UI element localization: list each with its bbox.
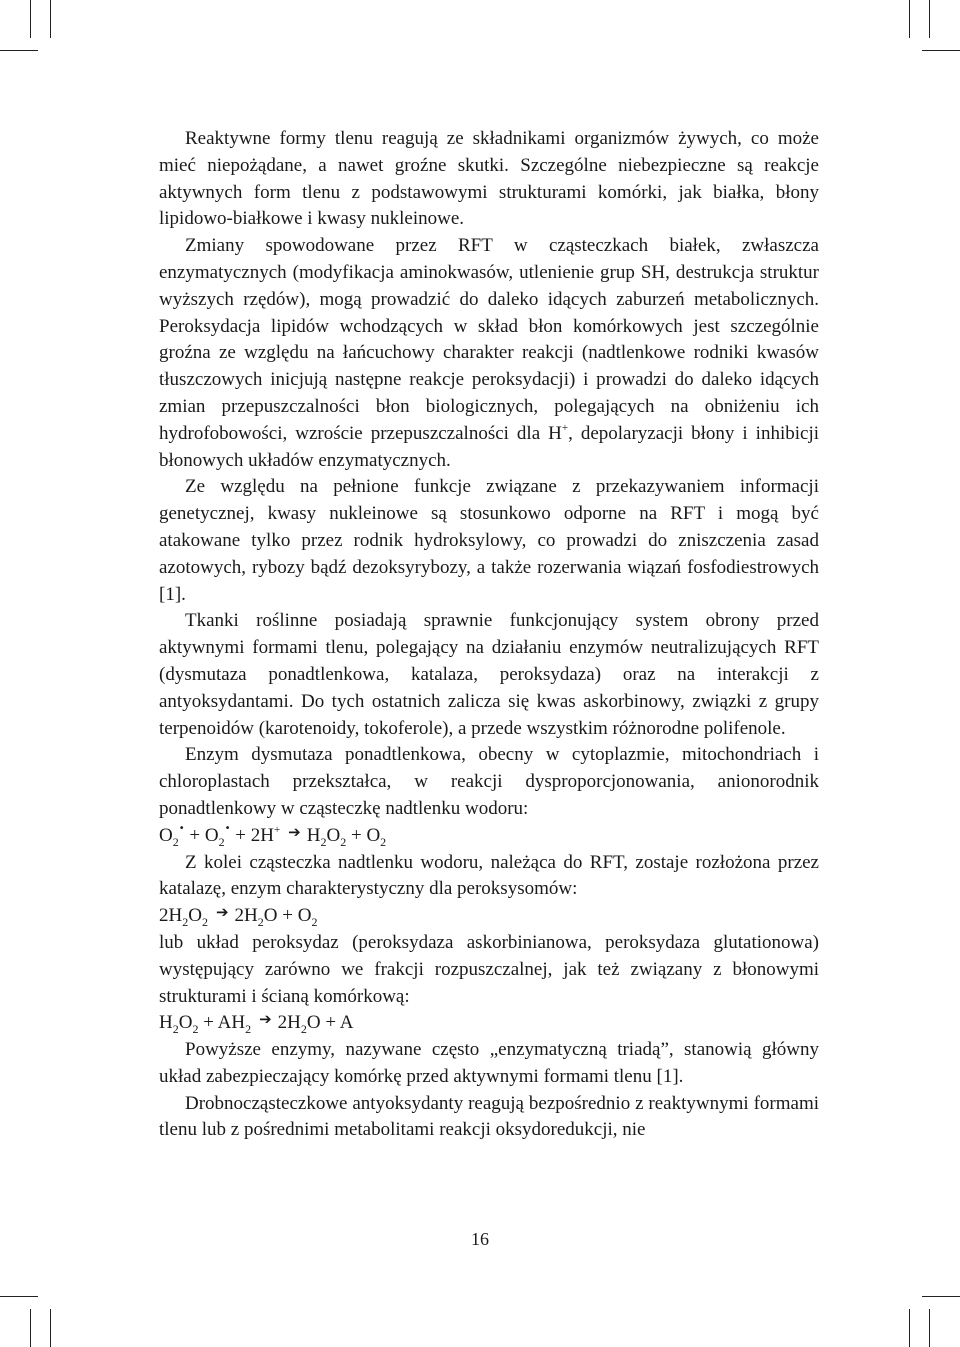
radical-dot: • (224, 822, 231, 834)
crop-mark-bottom-right-vertical (909, 1309, 910, 1347)
crop-mark-top-left-horizontal (0, 50, 38, 51)
reaction-arrow-icon: ➔ (288, 822, 301, 841)
reaction-arrow-icon: ➔ (259, 1010, 272, 1029)
crop-mark-bottom-right-horizontal (922, 1296, 960, 1297)
paragraph-5: Enzym dysmutaza ponadtlenkowa, obecny w cytoplazmie, mitochondriach i chloroplastach przekształca, w reakcji dysproporcjonowania, anionorodnik ponadtlenkowy w cząsteczkę nadtlenku wodoru: (159, 744, 819, 819)
paragraph-4: Tkanki roślinne posiadają sprawnie funkcjonujący system obrony przed aktywnymi formami tlenu, polegający na działaniu enzymów neutralizujących RFT (dysmutaza ponadtlenkowa, katalaza, peroksydaza) oraz na interakcji z antyoksydantami. Do tych ostatnich zalicza się kwas askorbinowy, związki z grupy terpenoidów (karotenoidy, tokoferole), a przede wszystkim różnorodne polifenole. (159, 610, 819, 739)
crop-mark-top-right-horizontal (922, 50, 960, 51)
crop-mark-top-right-vertical-2 (929, 0, 930, 38)
page-number: 16 (471, 1229, 489, 1249)
equation-catalase: $2H_2O_2➔$ $2H_2O + O_2$ (159, 903, 819, 930)
crop-mark-top-left-vertical (30, 0, 31, 38)
paragraph-1: Reaktywne formy tlenu reagują ze składnikami organizmów żywych, co może mieć niepożądane, a nawet groźne skutki. Szczególne niebezpieczne są reakcje aktywnych form tlenu z podstawowymi strukturami komórki, jak białka, błony lipidowo-białkowe i kwasy nukleinowe. (159, 128, 819, 230)
paragraph-7: lub układ peroksydaz (peroksydaza askorbinianowa, peroksydaza glutationowa) występujący zarówno we frakcji rozpuszczalnej, jak też związany z błonowymi strukturami i ścianą komórkową: (159, 931, 819, 1007)
equation-peroxidase: $H_2O_2$ + $AH_2➔$ $2H_2O + A$ (159, 1010, 819, 1037)
paragraph-3: Ze względu na pełnione funkcje związane z przekazywaniem informacji genetycznej, kwasy nukleinowe są stosunkowo odporne na RFT i mogą być atakowane tylko przez rodnik hydroksylowy, co prowadzi do zniszczenia zasad azotowych, rybozy bądź dezoksyrybozy, a także rozerwania wiązań fosfodiestrowych [1]. (159, 476, 819, 605)
crop-mark-bottom-left-vertical-2 (50, 1309, 51, 1347)
paragraph-9: Drobnocząsteczkowe antyoksydanty reagują bezpośrednio z reaktywnymi formami tlenu lub z pośrednimi metabolitami reakcji oksydoredukcji, nie (159, 1092, 819, 1141)
reaction-arrow-icon: ➔ (215, 903, 229, 922)
body-text (159, 126, 819, 1144)
h-plus-superscript: + (561, 421, 569, 434)
crop-mark-top-left-vertical-2 (50, 0, 51, 38)
equation-dismutation: $O_2^• + O_2^• + 2H^+$ ➔ $H_2O_2 + O_2$ (159, 823, 819, 850)
radical-dot: • (178, 822, 185, 834)
paragraph-8: Powyższe enzymy, nazywane często „enzymatyczną triadą”, stanowią główny układ zabezpieczający komórkę przed aktywnymi formami tlenu [1]. (159, 1039, 819, 1087)
paragraph-6: Z kolei cząsteczka nadtlenku wodoru, należąca do RFT, zostaje rozłożona przez katalazę, enzym charakterystyczny dla peroksysomów: (159, 851, 819, 900)
paragraph-2-text: Zmiany spowodowane przez RFT w cząsteczkach białek, zwłaszcza enzymatycznych (modyfikacja aminokwasów, utlenienie grup SH, destrukcja struktur wyższych rzędów), mogą prowadzić do daleko idących zaburzeń metabolicznych. Peroksydacja lipidów wchodzących w skład błon komórkowych jest szczególnie groźna ze względu na łańcuchowy charakter reakcji (nadtlenkowe rodniki kwasów tłuszczowych inicjują następne reakcje peroksydacji) i prowadzi do daleko idących zmian przepuszczalności błon biologicznych, polegających na obniżeniu ich hydrofobowości, wzroście przepuszczalności dla H (159, 235, 819, 444)
crop-mark-top-right-vertical (909, 0, 910, 38)
crop-mark-bottom-left-vertical (30, 1309, 31, 1347)
paragraph-2 (159, 233, 819, 474)
paragraph-2-tail: , depolaryzacji błony i inhibicji błonowych układów enzymatycznych. (159, 422, 820, 471)
crop-mark-bottom-left-horizontal (0, 1296, 38, 1297)
crop-mark-bottom-right-vertical-2 (929, 1309, 930, 1347)
